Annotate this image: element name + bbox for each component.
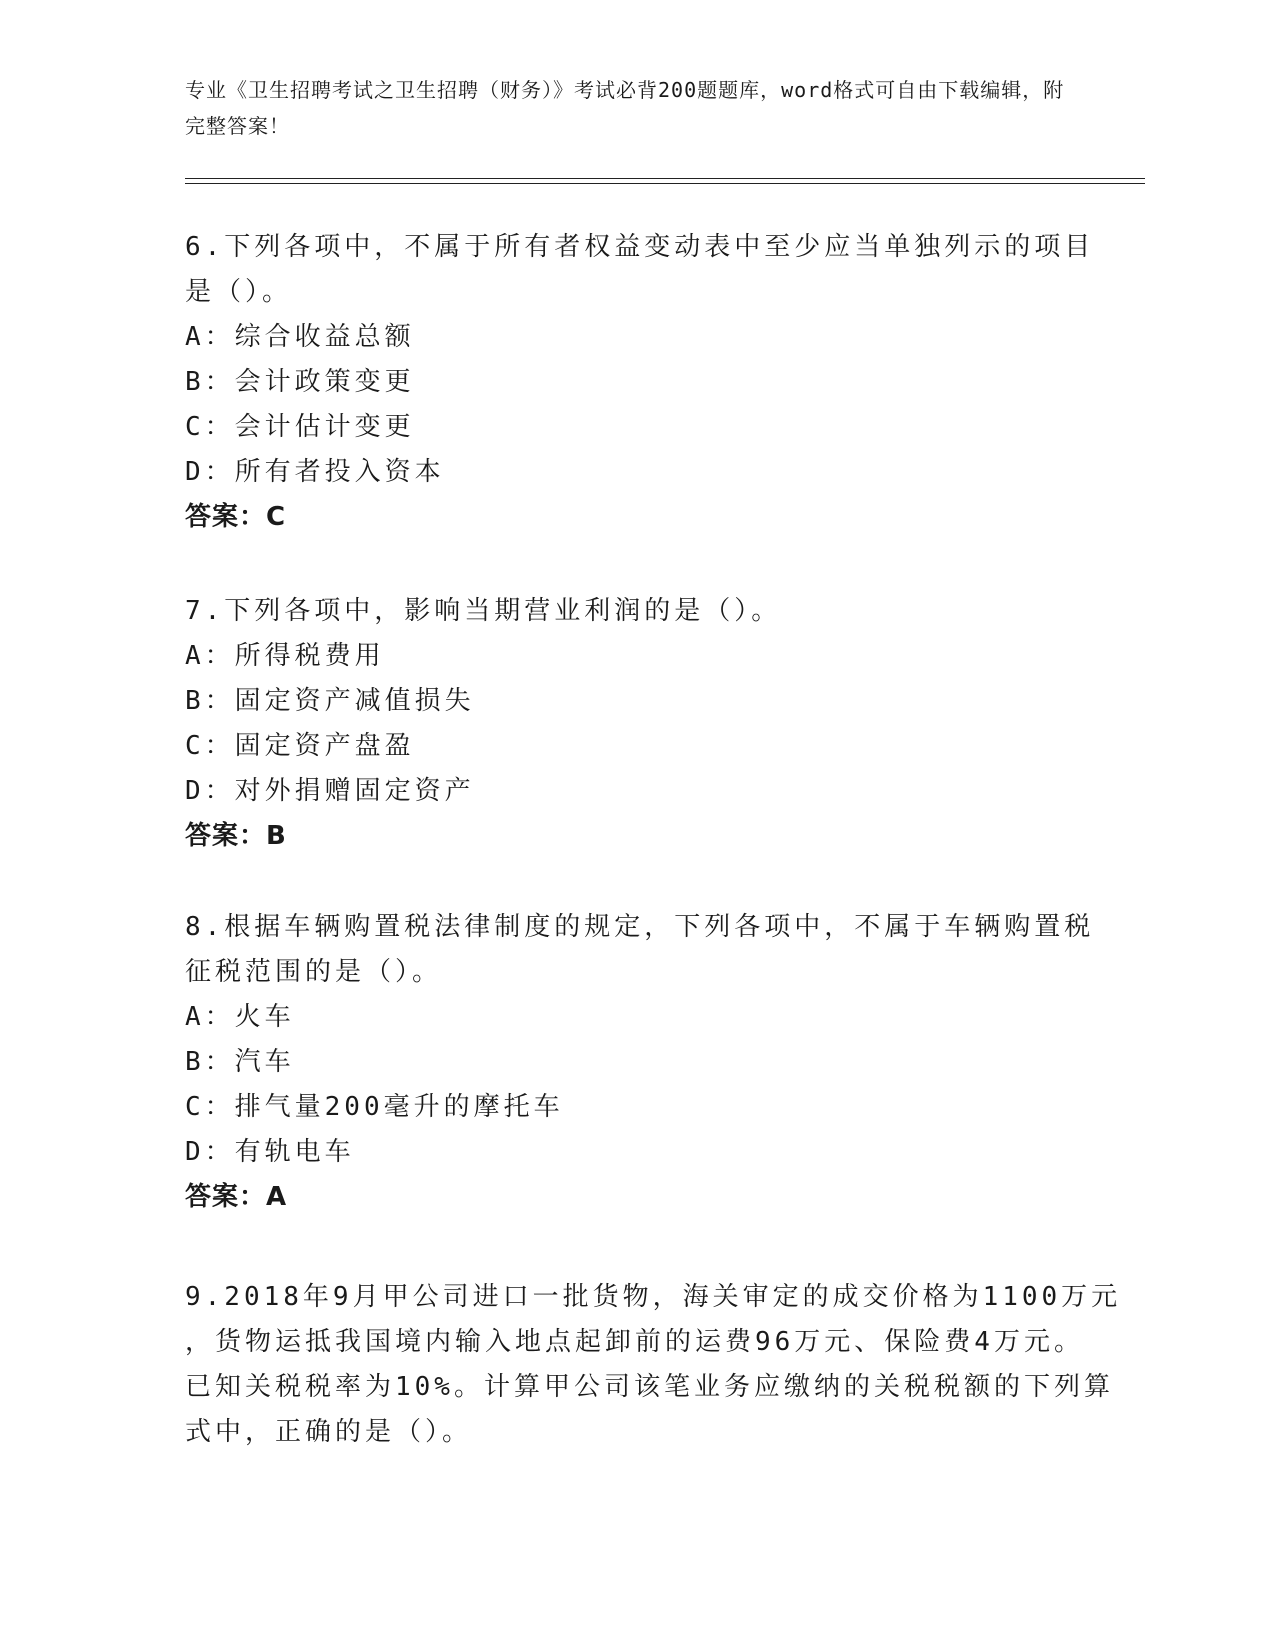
option-d: D：对外捐赠固定资产: [185, 776, 475, 806]
option-d: D：有轨电车: [185, 1137, 355, 1167]
question-stem-line: 8.根据车辆购置税法律制度的规定，下列各项中，不属于车辆购置税: [185, 912, 1095, 942]
option-b: B：汽车: [185, 1047, 295, 1077]
question-6: [185, 225, 1095, 540]
question-8: [185, 905, 1095, 1220]
answer-label: 答案：B: [185, 821, 287, 851]
question-stem-line: 7.下列各项中，影响当期营业利润的是（）。: [185, 596, 782, 626]
document-title: 专业《卫生招聘考试之卫生招聘（财务）》考试必背200题题库，word格式可自由下载编辑，附完整答案！: [185, 78, 1065, 138]
option-a: A：火车: [185, 1002, 295, 1032]
question-9: [185, 1275, 1122, 1455]
question-stem-line: 已知关税税率为10%。计算甲公司该笔业务应缴纳的关税税额的下列算: [185, 1372, 1114, 1402]
answer-label: 答案：A: [185, 1182, 288, 1212]
question-stem-line: 是（）。: [185, 277, 293, 307]
header-divider-top: [185, 178, 1145, 179]
question-stem-line: 9.2018年9月甲公司进口一批货物，海关审定的成交价格为1100万元: [185, 1282, 1122, 1312]
option-c: C：会计估计变更: [185, 412, 415, 442]
question-7: [185, 589, 1085, 859]
option-a: A：综合收益总额: [185, 322, 415, 352]
option-b: B：会计政策变更: [185, 367, 415, 397]
question-stem-line: 征税范围的是（）。: [185, 957, 443, 987]
option-d: D：所有者投入资本: [185, 457, 445, 487]
question-stem-line: 式中，正确的是（）。: [185, 1417, 473, 1447]
answer-label: 答案：C: [185, 502, 287, 532]
option-c: C：排气量200毫升的摩托车: [185, 1092, 564, 1122]
question-stem-line: 6.下列各项中，不属于所有者权益变动表中至少应当单独列示的项目: [185, 232, 1095, 262]
option-a: A：所得税费用: [185, 641, 385, 671]
question-stem-line: ，货物运抵我国境内输入地点起卸前的运费96万元、保险费4万元。: [185, 1327, 1084, 1357]
option-c: C：固定资产盘盈: [185, 731, 415, 761]
document-header: [185, 72, 1065, 144]
header-divider-bottom: [185, 183, 1145, 184]
option-b: B：固定资产减值损失: [185, 686, 475, 716]
